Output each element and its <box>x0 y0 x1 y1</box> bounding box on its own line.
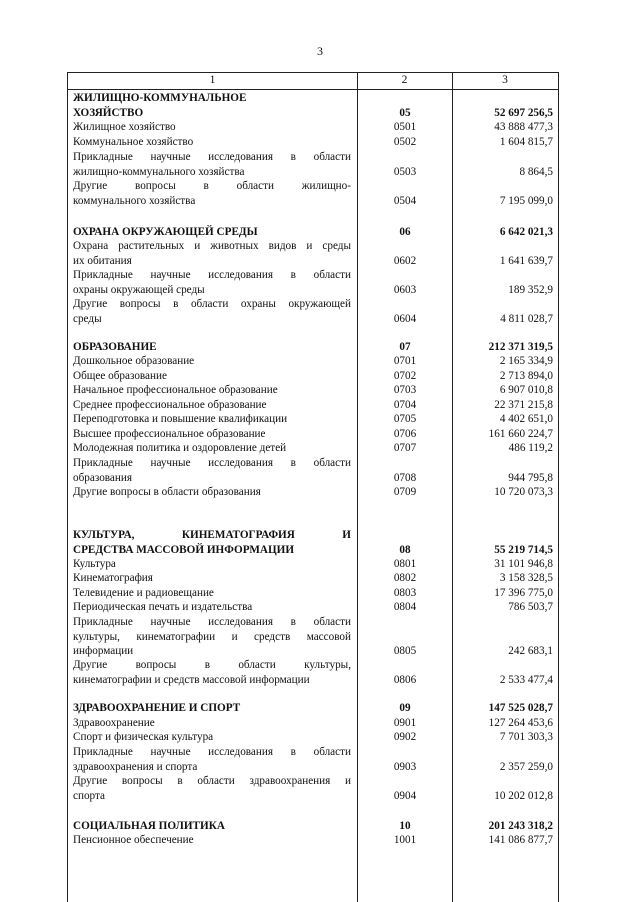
title-line: Пенсионное обеспечение <box>73 834 194 846</box>
row-code: 0502 <box>393 136 417 148</box>
row-title <box>73 833 351 848</box>
row-amount: 127 264 453,6 <box>488 717 553 729</box>
row-title <box>73 658 351 687</box>
row-amount: 486 119,2 <box>508 442 553 454</box>
row-code: 0801 <box>393 558 417 570</box>
title-line: Начальное профессиональное образование <box>73 384 278 396</box>
row-title <box>73 179 351 208</box>
row-amount: 43 888 477,3 <box>494 121 553 133</box>
row-amount: 1 604 815,7 <box>499 136 553 148</box>
row-amount: 17 396 775,0 <box>494 587 553 599</box>
title-line: Общее образование <box>73 370 167 382</box>
row-amount: 201 243 318,2 <box>488 820 553 832</box>
row-title <box>73 239 351 268</box>
title-line: Высшее профессиональное образование <box>73 428 266 440</box>
row-title <box>73 383 351 398</box>
title-line: кинематографии и средств массовой информации <box>73 673 310 686</box>
page-number: 3 <box>317 44 323 58</box>
row-code: 0702 <box>393 370 417 382</box>
title-line: Спорт и физическая культура <box>73 731 214 743</box>
row-title <box>73 427 351 442</box>
row-code: 09 <box>399 702 411 714</box>
row-amount: 2 165 334,9 <box>499 355 553 367</box>
column-divider <box>452 73 453 902</box>
title-line: Другие вопросы в области здравоохранения и <box>73 775 351 787</box>
header-col-1: 1 <box>209 74 216 86</box>
title-line: СРЕДСТВА МАССОВОЙ ИНФОРМАЦИИ <box>73 543 295 556</box>
row-code: 0501 <box>393 121 417 133</box>
row-code: 08 <box>399 543 411 556</box>
row-code: 07 <box>399 341 411 353</box>
title-line: среды <box>73 312 102 325</box>
row-amount: 161 660 224,7 <box>488 428 553 440</box>
title-line: Другие вопросы в области культуры, <box>73 659 351 671</box>
title-line: Коммунальное хозяйство <box>73 136 194 148</box>
column-divider <box>357 73 358 902</box>
row-title <box>73 412 351 427</box>
row-title <box>73 819 351 834</box>
row-code: 0707 <box>393 442 417 454</box>
title-line: спорта <box>73 789 105 802</box>
row-title <box>73 398 351 413</box>
row-amount: 944 795,8 <box>508 471 553 484</box>
title-line: Другие вопросы в области охраны окружающей <box>73 298 351 310</box>
row-amount: 3 158 328,5 <box>499 572 553 584</box>
title-line: Переподготовка и повышение квалификации <box>73 413 288 425</box>
row-title <box>73 586 351 601</box>
row-code: 0902 <box>393 731 417 743</box>
title-line: жилищно-коммунального хозяйства <box>73 165 245 178</box>
title-line: Охрана растительных и животных видов и среды <box>73 240 351 252</box>
row-title <box>73 297 351 326</box>
row-code: 06 <box>399 226 411 238</box>
row-code: 0701 <box>393 355 417 367</box>
row-title <box>73 485 351 500</box>
title-line: Другие вопросы в области образования <box>73 486 261 498</box>
title-line: культуры, кинематографии и средств массовой <box>73 630 351 643</box>
row-code: 0806 <box>393 673 417 686</box>
row-amount: 8 864,5 <box>519 165 553 178</box>
title-line: Дошкольное образование <box>73 355 195 367</box>
row-title <box>73 456 351 485</box>
row-amount: 4 811 028,7 <box>500 312 553 325</box>
row-code: 0805 <box>393 645 417 658</box>
title-line: Жилищное хозяйство <box>73 121 176 133</box>
title-line: здравоохранения и спорта <box>73 760 198 773</box>
title-line: Прикладные научные исследования в области <box>73 616 351 628</box>
row-code: 0603 <box>393 283 417 296</box>
title-line: информации <box>73 645 134 658</box>
title-line: Периодическая печать и издательства <box>73 601 253 613</box>
row-code: 0802 <box>393 572 417 584</box>
row-amount: 2 533 477,4 <box>499 673 553 686</box>
title-line: Прикладные научные исследования в области <box>73 269 351 281</box>
title-line: Молодежная политика и оздоровление детей <box>73 442 287 454</box>
row-code: 0903 <box>393 760 417 773</box>
row-title <box>73 745 351 774</box>
row-amount: 7 195 099,0 <box>499 194 553 207</box>
title-line: Здравоохранение <box>73 717 155 729</box>
row-title <box>73 716 351 731</box>
row-code: 0803 <box>393 587 417 599</box>
row-title <box>73 135 351 150</box>
row-title <box>73 528 351 557</box>
row-amount: 6 907 010,8 <box>499 384 553 396</box>
title-line: Прикладные научные исследования в области <box>73 746 351 758</box>
budget-table <box>67 72 559 902</box>
row-amount: 4 402 651,0 <box>499 413 553 425</box>
title-line: Кинематография <box>73 572 153 584</box>
title-line: СОЦИАЛЬНАЯ ПОЛИТИКА <box>73 820 225 832</box>
row-amount: 52 697 256,5 <box>494 106 553 119</box>
row-code: 1001 <box>393 834 417 846</box>
row-title <box>73 615 351 659</box>
title-line: Другие вопросы в области жилищно- <box>73 180 351 192</box>
row-amount: 242 683,1 <box>508 645 553 658</box>
row-title <box>73 441 351 456</box>
row-title <box>73 120 351 135</box>
row-title <box>73 557 351 572</box>
row-amount: 6 642 021,3 <box>499 226 553 238</box>
title-line: коммунального хозяйства <box>73 194 196 207</box>
title-line: охраны окружающей среды <box>73 283 205 296</box>
row-code: 0804 <box>393 601 417 613</box>
row-amount: 55 219 714,5 <box>494 543 553 556</box>
row-title <box>73 369 351 384</box>
title-line: ЗДРАВООХРАНЕНИЕ И СПОРТ <box>73 702 241 714</box>
title-line: КУЛЬТУРА, КИНЕМАТОГРАФИЯ И <box>73 529 351 541</box>
row-code: 0604 <box>393 312 417 325</box>
title-line: Прикладные научные исследования в области <box>73 151 351 163</box>
row-title <box>73 730 351 745</box>
row-amount: 141 086 877,7 <box>488 834 553 846</box>
row-title <box>73 225 351 240</box>
row-code: 0706 <box>393 428 417 440</box>
row-amount: 2 357 259,0 <box>499 760 553 773</box>
row-amount: 7 701 303,3 <box>499 731 553 743</box>
row-title <box>73 268 351 297</box>
row-code: 10 <box>399 820 411 832</box>
row-code: 0904 <box>393 789 417 802</box>
row-title <box>73 600 351 615</box>
row-code: 0708 <box>393 471 417 484</box>
title-line: их обитания <box>73 254 132 267</box>
title-line: ОХРАНА ОКРУЖАЮЩЕЙ СРЕДЫ <box>73 226 258 238</box>
row-code: 0703 <box>393 384 417 396</box>
row-code: 05 <box>399 106 411 119</box>
row-code: 0901 <box>393 717 417 729</box>
row-code: 0709 <box>393 486 417 498</box>
row-title <box>73 571 351 586</box>
table-header <box>68 73 558 90</box>
row-title <box>73 150 351 179</box>
row-amount: 10 720 073,3 <box>494 486 553 498</box>
row-title <box>73 91 351 120</box>
row-code: 0504 <box>393 194 417 207</box>
row-amount: 10 202 012,8 <box>494 789 553 802</box>
row-code: 0704 <box>393 399 417 411</box>
row-amount: 147 525 028,7 <box>488 702 553 714</box>
title-line: Среднее профессиональное образование <box>73 399 267 411</box>
title-line: ХОЗЯЙСТВО <box>73 106 144 119</box>
row-title <box>73 340 351 355</box>
row-amount: 1 641 639,7 <box>499 254 553 267</box>
title-line: образования <box>73 471 133 484</box>
title-line: Прикладные научные исследования в области <box>73 457 351 469</box>
row-amount: 212 371 319,5 <box>488 341 553 353</box>
row-code: 0503 <box>393 165 417 178</box>
title-line: ЖИЛИЩНО-КОММУНАЛЬНОЕ <box>73 92 247 104</box>
row-title <box>73 354 351 369</box>
header-col-2: 2 <box>401 74 408 86</box>
row-code: 0602 <box>393 254 417 267</box>
row-amount: 189 352,9 <box>508 283 553 296</box>
title-line: Телевидение и радиовещание <box>73 587 214 599</box>
row-amount: 786 503,7 <box>508 601 553 613</box>
row-code: 0705 <box>393 413 417 425</box>
title-line: ОБРАЗОВАНИЕ <box>73 341 157 353</box>
row-amount: 31 101 946,8 <box>494 558 553 570</box>
row-title <box>73 774 351 803</box>
row-amount: 2 713 894,0 <box>499 370 553 382</box>
row-amount: 22 371 215,8 <box>494 399 553 411</box>
header-col-3: 3 <box>502 74 508 86</box>
row-title <box>73 701 351 716</box>
title-line: Культура <box>73 558 116 570</box>
